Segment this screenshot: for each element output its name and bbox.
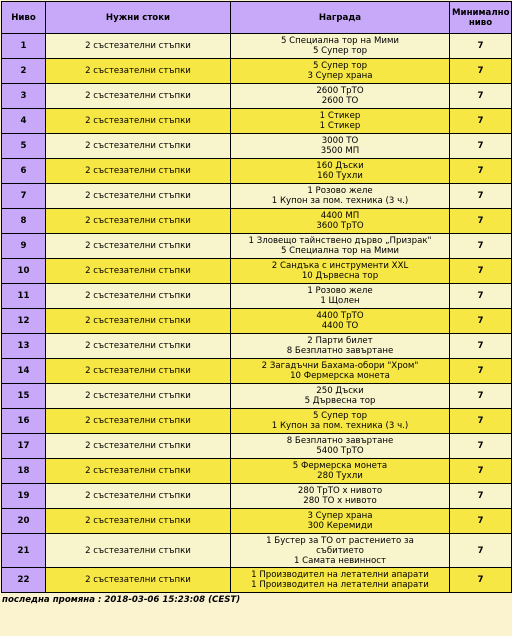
table-row bbox=[2, 284, 512, 309]
reward-cell bbox=[231, 109, 450, 134]
required-goods-cell: 2 състезателни стъпки bbox=[46, 134, 231, 159]
reward-cell bbox=[231, 84, 450, 109]
level-cell: 19 bbox=[2, 484, 46, 509]
level-cell: 1 bbox=[2, 34, 46, 59]
required-goods-cell: 2 състезателни стъпки bbox=[46, 59, 231, 84]
min-level-cell: 7 bbox=[450, 309, 512, 334]
header-min-level-line1: Минимално bbox=[452, 7, 510, 18]
min-level-cell: 7 bbox=[450, 384, 512, 409]
required-goods-cell: 2 състезателни стъпки bbox=[46, 334, 231, 359]
reward-line: събитието bbox=[316, 545, 364, 556]
reward-line: 1 Розово желе bbox=[307, 186, 373, 196]
table-row bbox=[2, 59, 512, 84]
level-cell: 12 bbox=[2, 309, 46, 334]
min-level-cell: 7 bbox=[450, 284, 512, 309]
table-row bbox=[2, 409, 512, 434]
min-level-cell: 7 bbox=[450, 509, 512, 534]
min-level-cell: 7 bbox=[450, 409, 512, 434]
header-reward: Награда bbox=[231, 2, 450, 34]
reward-line: 4400 ТрТО bbox=[316, 311, 364, 321]
reward-line: 10 Фермерска монета bbox=[290, 371, 390, 381]
min-level-cell: 7 bbox=[450, 184, 512, 209]
reward-cell bbox=[231, 334, 450, 359]
reward-line: 1 Самата невинност bbox=[293, 555, 386, 566]
reward-line: 1 Стикер bbox=[319, 111, 361, 121]
table-row bbox=[2, 259, 512, 284]
reward-cell bbox=[231, 59, 450, 84]
reward-line: 1 Стикер bbox=[319, 121, 361, 131]
reward-line: 1 Купон за пом. техника (3 ч.) bbox=[271, 421, 409, 431]
reward-cell bbox=[231, 209, 450, 234]
min-level-cell: 7 bbox=[450, 84, 512, 109]
reward-line: 1 Бустер за ТО от растението за bbox=[266, 535, 414, 546]
reward-line: 4400 МП bbox=[320, 211, 360, 221]
required-goods-cell: 2 състезателни стъпки bbox=[46, 459, 231, 484]
reward-line: 250 Дъски bbox=[316, 386, 364, 396]
required-goods-cell: 2 състезателни стъпки bbox=[46, 384, 231, 409]
reward-line: 3500 МП bbox=[320, 146, 360, 156]
required-goods-cell: 2 състезателни стъпки bbox=[46, 484, 231, 509]
table-row bbox=[2, 484, 512, 509]
level-cell: 9 bbox=[2, 234, 46, 259]
required-goods-cell: 2 състезателни стъпки bbox=[46, 184, 231, 209]
level-cell: 4 bbox=[2, 109, 46, 134]
level-cell: 22 bbox=[2, 568, 46, 593]
level-cell: 20 bbox=[2, 509, 46, 534]
level-cell: 13 bbox=[2, 334, 46, 359]
required-goods-cell: 2 състезателни стъпки bbox=[46, 109, 231, 134]
required-goods-cell: 2 състезателни стъпки bbox=[46, 568, 231, 593]
level-cell: 10 bbox=[2, 259, 46, 284]
table-row bbox=[2, 84, 512, 109]
reward-cell bbox=[231, 568, 450, 593]
table-row bbox=[2, 434, 512, 459]
min-level-cell: 7 bbox=[450, 434, 512, 459]
level-cell: 14 bbox=[2, 359, 46, 384]
reward-line: 3 Супер храна bbox=[307, 511, 373, 521]
required-goods-cell: 2 състезателни стъпки bbox=[46, 209, 231, 234]
reward-line: 1 Розово желе bbox=[307, 286, 373, 296]
level-cell: 16 bbox=[2, 409, 46, 434]
table-row bbox=[2, 159, 512, 184]
level-cell: 7 bbox=[2, 184, 46, 209]
header-level: Ниво bbox=[2, 2, 46, 34]
table-body bbox=[2, 34, 512, 593]
reward-line: 280 Тухли bbox=[317, 471, 363, 481]
required-goods-cell: 2 състезателни стъпки bbox=[46, 84, 231, 109]
min-level-cell: 7 bbox=[450, 334, 512, 359]
required-goods-cell: 2 състезателни стъпки bbox=[46, 259, 231, 284]
table-row bbox=[2, 568, 512, 593]
level-cell: 15 bbox=[2, 384, 46, 409]
required-goods-cell: 2 състезателни стъпки bbox=[46, 509, 231, 534]
reward-line: 5400 ТрТО bbox=[316, 446, 364, 456]
table-row bbox=[2, 384, 512, 409]
level-cell: 2 bbox=[2, 59, 46, 84]
level-cell: 6 bbox=[2, 159, 46, 184]
reward-line: 280 ТрТО x нивото bbox=[297, 486, 383, 496]
reward-line: 5 Специална тор на Мими bbox=[280, 246, 400, 256]
reward-cell bbox=[231, 434, 450, 459]
table-row bbox=[2, 34, 512, 59]
reward-line: 8 Безплатно завъртане bbox=[286, 346, 394, 356]
reward-cell bbox=[231, 259, 450, 284]
reward-cell bbox=[231, 509, 450, 534]
min-level-cell: 7 bbox=[450, 34, 512, 59]
reward-cell bbox=[231, 284, 450, 309]
required-goods-cell: 2 състезателни стъпки bbox=[46, 159, 231, 184]
min-level-cell: 7 bbox=[450, 534, 512, 568]
reward-cell bbox=[231, 534, 450, 568]
reward-line: 2600 ТО bbox=[321, 96, 359, 106]
reward-line: 160 Тухли bbox=[317, 171, 363, 181]
last-modified: последна промяна : 2018-03-06 15:23:08 (CEST) bbox=[2, 595, 241, 605]
table-row bbox=[2, 534, 512, 568]
reward-line: 3 Супер храна bbox=[307, 71, 373, 81]
reward-cell bbox=[231, 184, 450, 209]
reward-line: 5 Супер тор bbox=[312, 411, 368, 421]
reward-cell bbox=[231, 234, 450, 259]
header-min-level-line2: ниво bbox=[468, 17, 493, 28]
reward-cell bbox=[231, 309, 450, 334]
table-row bbox=[2, 134, 512, 159]
reward-cell bbox=[231, 34, 450, 59]
reward-cell bbox=[231, 134, 450, 159]
required-goods-cell: 2 състезателни стъпки bbox=[46, 234, 231, 259]
reward-cell bbox=[231, 459, 450, 484]
min-level-cell: 7 bbox=[450, 484, 512, 509]
reward-line: 1 Щолен bbox=[320, 296, 360, 306]
min-level-cell: 7 bbox=[450, 59, 512, 84]
table-row bbox=[2, 334, 512, 359]
table-row bbox=[2, 234, 512, 259]
min-level-cell: 7 bbox=[450, 459, 512, 484]
reward-cell bbox=[231, 409, 450, 434]
required-goods-cell: 2 състезателни стъпки bbox=[46, 434, 231, 459]
min-level-cell: 7 bbox=[450, 568, 512, 593]
required-goods-cell: 2 състезателни стъпки bbox=[46, 34, 231, 59]
min-level-cell: 7 bbox=[450, 359, 512, 384]
min-level-cell: 7 bbox=[450, 234, 512, 259]
required-goods-cell: 2 състезателни стъпки bbox=[46, 309, 231, 334]
reward-line: 3600 ТрТО bbox=[316, 221, 364, 231]
required-goods-cell: 2 състезателни стъпки bbox=[46, 534, 231, 568]
level-cell: 21 bbox=[2, 534, 46, 568]
reward-line: 280 ТО x нивото bbox=[303, 496, 377, 506]
levels-table bbox=[1, 1, 512, 593]
reward-line: 5 Супер тор bbox=[312, 46, 368, 56]
reward-line: 5 Супер тор bbox=[312, 61, 368, 71]
reward-line: 5 Фермерска монета bbox=[292, 461, 388, 471]
level-cell: 17 bbox=[2, 434, 46, 459]
min-level-cell: 7 bbox=[450, 259, 512, 284]
reward-line: 300 Керемиди bbox=[307, 521, 373, 531]
reward-line: 3000 ТО bbox=[321, 136, 359, 146]
level-cell: 11 bbox=[2, 284, 46, 309]
level-cell: 18 bbox=[2, 459, 46, 484]
reward-line: 2 Загадъчни Бахама-обори "Хром" bbox=[261, 361, 419, 371]
header-row bbox=[2, 2, 512, 34]
reward-line: 10 Дървесна тор bbox=[301, 271, 379, 281]
table-row bbox=[2, 184, 512, 209]
table-row bbox=[2, 309, 512, 334]
level-cell: 8 bbox=[2, 209, 46, 234]
required-goods-cell: 2 състезателни стъпки bbox=[46, 359, 231, 384]
reward-line: 5 Специална тор на Мими bbox=[280, 36, 400, 46]
table-row bbox=[2, 359, 512, 384]
reward-line: 2 Парти билет bbox=[307, 336, 373, 346]
reward-line: 8 Безплатно завъртане bbox=[286, 436, 394, 446]
table-row bbox=[2, 209, 512, 234]
reward-line: 1 Производител на летателни апарати bbox=[251, 580, 429, 590]
table-row bbox=[2, 459, 512, 484]
reward-cell bbox=[231, 359, 450, 384]
level-cell: 5 bbox=[2, 134, 46, 159]
reward-line: 2 Сандъка с инструменти XXL bbox=[271, 261, 409, 271]
header-min-level bbox=[450, 2, 512, 34]
reward-line: 1 Производител на летателни апарати bbox=[251, 570, 429, 580]
table-row bbox=[2, 509, 512, 534]
header-required-goods: Нужни стоки bbox=[46, 2, 231, 34]
reward-line: 2600 ТрТО bbox=[316, 86, 364, 96]
reward-cell bbox=[231, 384, 450, 409]
min-level-cell: 7 bbox=[450, 134, 512, 159]
reward-line: 5 Дървесна тор bbox=[304, 396, 376, 406]
min-level-cell: 7 bbox=[450, 159, 512, 184]
reward-cell bbox=[231, 159, 450, 184]
required-goods-cell: 2 състезателни стъпки bbox=[46, 409, 231, 434]
min-level-cell: 7 bbox=[450, 109, 512, 134]
reward-line: 4400 ТО bbox=[321, 321, 359, 331]
reward-line: 1 Купон за пом. техника (3 ч.) bbox=[271, 196, 409, 206]
reward-line: 1 Зловещо тайнствено дърво „Призрак" bbox=[248, 236, 432, 246]
reward-cell bbox=[231, 484, 450, 509]
required-goods-cell: 2 състезателни стъпки bbox=[46, 284, 231, 309]
reward-line: 160 Дъски bbox=[316, 161, 364, 171]
table-row bbox=[2, 109, 512, 134]
level-cell: 3 bbox=[2, 84, 46, 109]
min-level-cell: 7 bbox=[450, 209, 512, 234]
